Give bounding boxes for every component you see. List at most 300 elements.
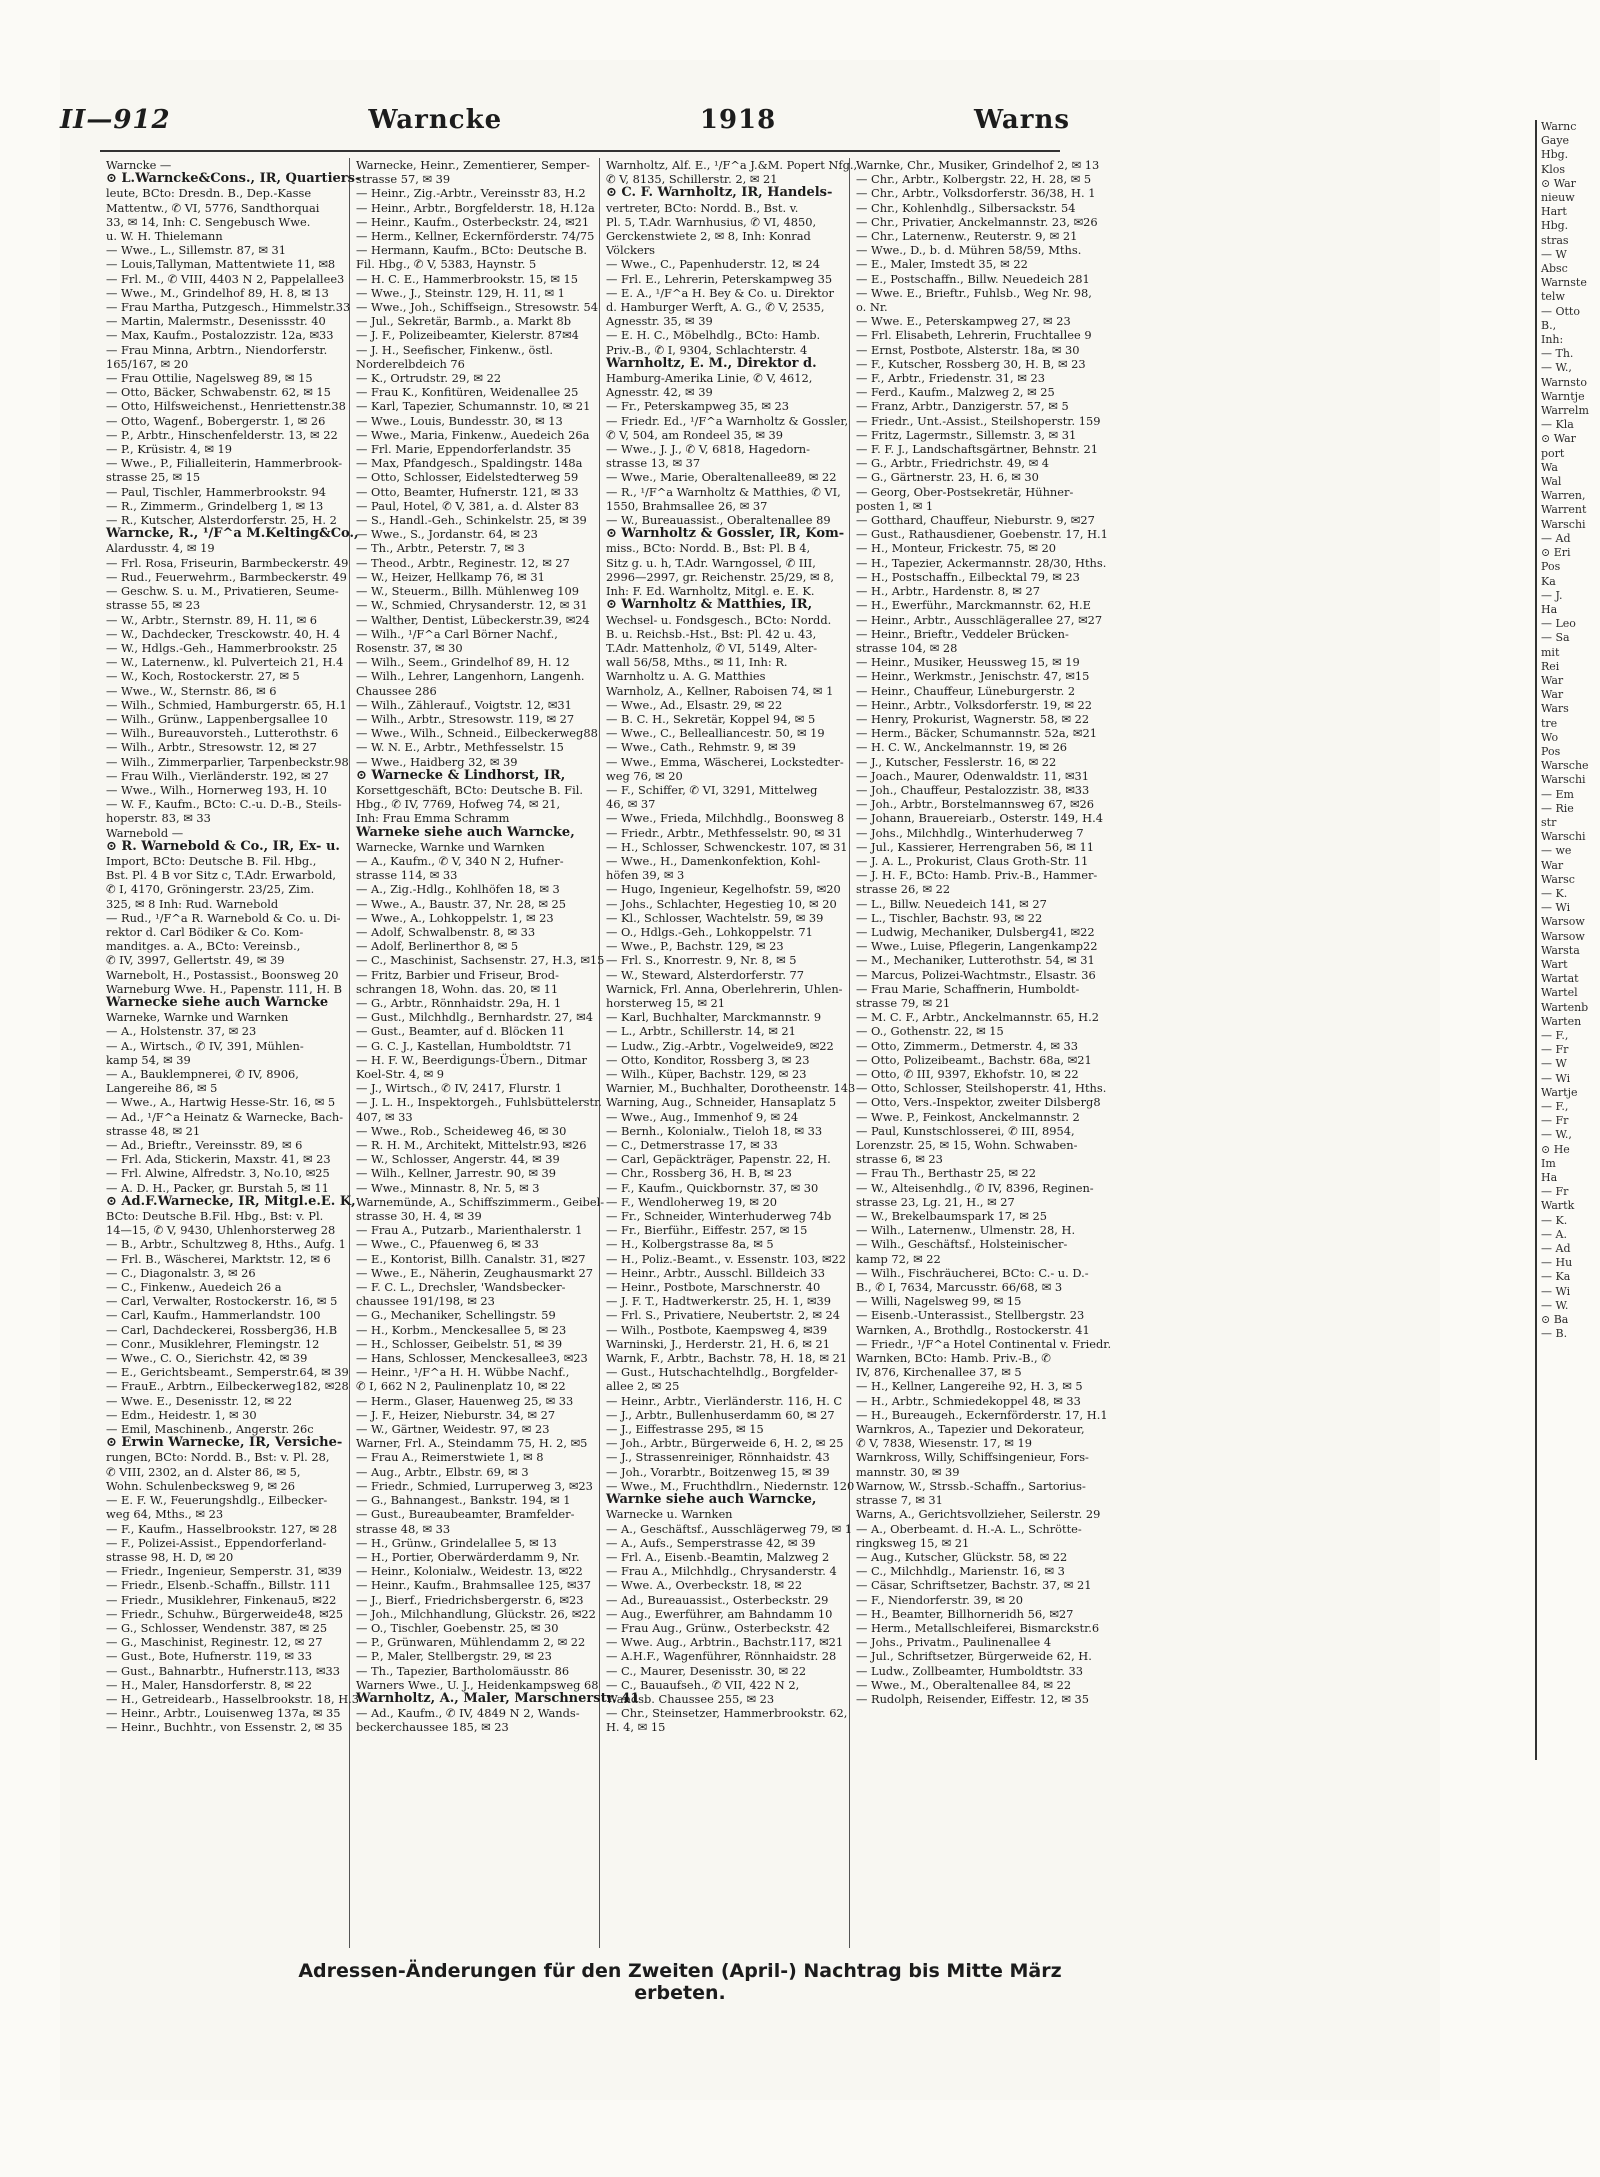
directory-entry: — W. N. E., Arbtr., Methfesselstr. 15	[356, 740, 564, 755]
directory-entry: — Otto, Bäcker, Schwabenstr. 62, ✉ 15	[106, 385, 331, 400]
adjacent-page-fragment: — Sa	[1541, 631, 1570, 645]
directory-entry: — Bernh., Kolonialw., Tieloh 18, ✉ 33	[606, 1123, 823, 1138]
directory-entry: — H., Maler, Hansdorferstr. 8, ✉ 22	[106, 1677, 312, 1692]
adjacent-page-fragment: — F.,	[1541, 1100, 1569, 1114]
directory-entry: — Aug., Arbtr., Elbstr. 69, ✉ 3	[356, 1464, 529, 1479]
directory-entry: — Adolf, Berlinerthor 8, ✉ 5	[356, 939, 519, 954]
adjacent-page-fragment: Warsow	[1541, 929, 1585, 943]
directory-entry: — W., Brekelbaumspark 17, ✉ 25	[856, 1209, 1047, 1224]
directory-entry: — H., Grünw., Grindelallee 5, ✉ 13	[356, 1535, 557, 1550]
directory-entry: — J. L. H., Inspektorgeh., Fuhlsbüttelerstr.	[356, 1095, 602, 1110]
directory-entry: — A. D. H., Packer, gr. Burstah 5, ✉ 11	[106, 1180, 329, 1195]
directory-entry: beckerchaussee 185, ✉ 23	[356, 1720, 509, 1735]
directory-entry: — Ad., Kaufm., ✆ IV, 4849 N 2, Wands-	[356, 1706, 580, 1721]
directory-entry: — Heinr., Zig.-Arbtr., Vereinsstr 83, H.2	[356, 186, 586, 201]
directory-entry: — W., Steward, Alsterdorferstr. 77	[606, 967, 805, 982]
directory-entry: — Chr., Kohlenhdlg., Silbersackstr. 54	[856, 200, 1076, 215]
directory-entry: — Aug., Kutscher, Glückstr. 58, ✉ 22	[856, 1549, 1068, 1564]
directory-entry: miss., BCto: Nordd. B., Bst: Pl. B 4,	[606, 541, 811, 556]
directory-entry: strasse 7, ✉ 31	[856, 1493, 943, 1508]
directory-entry: Wandsb. Chaussee 255, ✉ 23	[606, 1691, 775, 1706]
directory-entry: — Frl. Marie, Eppendorferlandstr. 35	[356, 442, 572, 457]
adjacent-page-fragment: Warsc	[1541, 872, 1575, 886]
directory-entry: B. u. Reichsb.-Hst., Bst: Pl. 42 u. 43,	[606, 626, 817, 641]
directory-entry: — P., Krüsistr. 4, ✉ 19	[106, 442, 233, 457]
directory-entry: — Wwe., Emma, Wäscherei, Lockstedter-	[606, 754, 844, 769]
directory-entry: — H., Poliz.-Beamt., v. Essenstr. 103, ✉22	[606, 1251, 847, 1266]
directory-entry: — E., Postschaffn., Billw. Neuedeich 281	[856, 271, 1090, 286]
directory-entry: strasse 13, ✉ 37	[606, 456, 701, 471]
directory-entry: — L., Arbtr., Schillerstr. 14, ✉ 21	[606, 1024, 796, 1039]
directory-entry: — Frau Minna, Arbtrn., Niendorferstr.	[106, 342, 328, 357]
directory-entry: u. W. H. Thielemann	[106, 229, 223, 244]
directory-entry: — Conr., Musiklehrer, Flemingstr. 12	[106, 1336, 320, 1351]
adjacent-page-fragment: Wa	[1541, 460, 1558, 474]
directory-entry: — Max, Pfandgesch., Spaldingstr. 148a	[356, 456, 583, 471]
adjacent-page-fragment: Hbg.	[1541, 219, 1569, 233]
directory-entry: — Hans, Schlosser, Menckesallee3, ✉23	[356, 1351, 588, 1366]
directory-entry: — Theod., Arbtr., Reginestr. 12, ✉ 27	[356, 555, 570, 570]
directory-entry: — A., Kaufm., ✆ V, 340 N 2, Hufner-	[356, 853, 564, 868]
directory-entry: — Ernst, Postbote, Alsterstr. 18a, ✉ 30	[856, 342, 1080, 357]
directory-entry: — Chr., Arbtr., Volksdorferstr. 36/38, H. 1	[856, 186, 1096, 201]
directory-entry: — E. H. C., Möbelhdlg., BCto: Hamb.	[606, 328, 821, 343]
directory-entry: Warning, Aug., Schneider, Hansaplatz 5	[606, 1095, 837, 1110]
directory-entry: — H. C. W., Anckelmannstr. 19, ✉ 26	[856, 740, 1068, 755]
directory-entry: o. Nr.	[856, 300, 888, 315]
directory-entry: Warnholz, A., Kellner, Raboisen 74, ✉ 1	[606, 683, 834, 698]
directory-entry: strasse 6, ✉ 23	[856, 1152, 943, 1167]
directory-entry: — A., Holstenstr. 37, ✉ 23	[106, 1024, 257, 1039]
directory-entry: — Heinr., Arbtr., Volksdorferstr. 19, ✉ 22	[856, 697, 1092, 712]
adjacent-page-fragment: Rei	[1541, 659, 1560, 673]
adjacent-page-fragment: Ha	[1541, 1171, 1558, 1185]
directory-entry: — Frau Marie, Schaffnerin, Humboldt-	[856, 981, 1080, 996]
directory-entry: — Kl., Schlosser, Wachtelstr. 59, ✉ 39	[606, 910, 824, 925]
directory-entry: ✆ V, 504, am Rondeel 35, ✉ 39	[606, 427, 784, 442]
directory-entry: — Wwe., Wilh., Hornerweg 193, H. 10	[106, 782, 327, 797]
directory-entry: ✆ V, 8135, Schillerstr. 2, ✉ 21	[606, 172, 778, 187]
directory-entry: Warnebolt, H., Postassist., Boonsweg 20	[106, 967, 339, 982]
directory-entry: — Georg, Ober-Postsekretär, Hühner-	[856, 484, 1074, 499]
adjacent-page-fragment: Warsta	[1541, 943, 1580, 957]
adjacent-page-fragment: — K.	[1541, 1213, 1568, 1227]
adjacent-page-fragment: — W.,	[1541, 1128, 1572, 1142]
directory-entry: Import, BCto: Deutsche B. Fil. Hbg.,	[106, 853, 317, 868]
column-3	[600, 158, 858, 1948]
directory-entry: Sitz g. u. h, T.Adr. Warngossel, ✆ III,	[606, 555, 816, 570]
directory-entry: — E., Maler, Imstedt 35, ✉ 22	[856, 257, 1028, 272]
directory-entry: strasse 55, ✉ 23	[106, 598, 201, 613]
directory-entry: — Ludw., Zig.-Arbtr., Vogelweide9, ✉22	[606, 1038, 834, 1053]
directory-entry: — Wwe., C. O., Sierichstr. 42, ✉ 39	[106, 1351, 308, 1366]
adjacent-page-fragment: Warrent	[1541, 503, 1587, 517]
directory-entry: — Wwe. P., Feinkost, Anckelmannstr. 2	[856, 1109, 1080, 1124]
directory-entry: — Wwe., Wilh., Schneid., Eilbeckerweg88	[356, 726, 598, 741]
adjacent-page-fragment: stras	[1541, 233, 1569, 247]
directory-entry: — Friedr., Schmied, Lurruperweg 3, ✉23	[356, 1478, 593, 1493]
directory-entry: — F., Polizei-Assist., Eppendorferland-	[106, 1535, 327, 1550]
directory-entry: strasse 98, H. D, ✉ 20	[106, 1549, 234, 1564]
directory-entry: ⊙ L.Warncke&Cons., IR, Quartiers-	[106, 171, 361, 187]
directory-entry: — Herm., Metallschleiferei, Bismarckstr.6	[856, 1620, 1100, 1635]
directory-entry: — G., Arbtr., Friedrichstr. 49, ✉ 4	[856, 456, 1049, 471]
directory-entry: — R., Kutscher, Alsterdorferstr. 25, H. 2	[106, 513, 337, 528]
footer-notice: Adressen-Änderungen für den Zweiten (April-) Nachtrag bis Mitte März erbeten.	[298, 1960, 1062, 2004]
directory-entry: — Johs., Milchhdlg., Winterhuderweg 7	[856, 825, 1084, 840]
directory-entry: — Frau Wilh., Vierländerstr. 192, ✉ 27	[106, 768, 329, 783]
directory-entry: Warns, A., Gerichtsvollzieher, Seilerstr. 29	[856, 1507, 1101, 1522]
directory-entry: ✆ I, 662 N 2, Paulinenplatz 10, ✉ 22	[356, 1379, 566, 1394]
directory-entry: — Adolf, Schwalbenstr. 8, ✉ 33	[356, 924, 536, 939]
directory-entry: — G., Schlosser, Wendenstr. 387, ✉ 25	[106, 1620, 328, 1635]
directory-entry: Priv.-B., ✆ I, 9304, Schlachterstr. 4	[606, 342, 808, 357]
directory-entry: Warnow, W., Strssb.-Schaffn., Sartorius-	[856, 1478, 1086, 1493]
directory-entry: — Ludwig, Mechaniker, Dulsberg41, ✉22	[856, 924, 1095, 939]
directory-entry: IV, 876, Kirchenallee 37, ✉ 5	[856, 1365, 1022, 1380]
directory-entry: Warnecke u. Warnken	[606, 1507, 733, 1522]
directory-entry: — Frau K., Konfitüren, Weidenallee 25	[356, 385, 579, 400]
directory-entry: strasse 57, ✉ 39	[356, 172, 451, 187]
directory-entry: — Chr., Steinsetzer, Hammerbrookstr. 62,	[606, 1706, 848, 1721]
directory-entry: — Frl. Rosa, Friseurin, Barmbeckerstr. 49	[106, 555, 349, 570]
directory-entry: — P., Maler, Stellbergstr. 29, ✉ 23	[356, 1649, 552, 1664]
directory-entry: — Herm., Bäcker, Schumannstr. 52a, ✉21	[856, 726, 1097, 741]
directory-entry: — Wwe., Maria, Finkenw., Auedeich 26a	[356, 427, 590, 442]
column-4	[850, 158, 1112, 1948]
directory-entry: — Carl, Dachdeckerei, Rossberg36, H.B	[106, 1322, 338, 1337]
directory-entry: — Wilh., Laternenw., Ulmenstr. 28, H.	[856, 1223, 1076, 1238]
directory-entry: — Heinr., Werkmstr., Jenischstr. 47, ✉15	[856, 669, 1090, 684]
directory-entry: Korsettgeschäft, BCto: Deutsche B. Fil.	[356, 782, 583, 797]
directory-entry: — Frau A., Reimerstwiete 1, ✉ 8	[356, 1450, 544, 1465]
directory-entry: — Aug., Ewerführer, am Bahndamm 10	[606, 1606, 833, 1621]
directory-entry: — H., Schlosser, Geibelstr. 51, ✉ 39	[356, 1336, 563, 1351]
adjacent-page-fragment: telw	[1541, 290, 1565, 304]
directory-entry: — E. F. W., Feuerungshdlg., Eilbecker-	[106, 1493, 328, 1508]
directory-entry: Gerckenstwiete 2, ✉ 8, Inh: Konrad	[606, 229, 811, 244]
directory-entry: — Frl. A., Eisenb.-Beamtin, Malzweg 2	[606, 1549, 830, 1564]
directory-entry: — Otto, Zimmerm., Detmerstr. 4, ✉ 33	[856, 1038, 1079, 1053]
directory-entry: — Friedr., Musiklehrer, Finkenau5, ✉22	[106, 1592, 337, 1607]
directory-entry: — Hugo, Ingenieur, Kegelhofstr. 59, ✉20	[606, 882, 841, 897]
adjacent-page-fragment: — Em	[1541, 787, 1574, 801]
directory-entry: — A.H.F., Wagenführer, Rönnhaidstr. 28	[606, 1649, 837, 1664]
directory-entry: — G., Bahnangest., Bankstr. 194, ✉ 1	[356, 1493, 571, 1508]
directory-entry: horsterweg 15, ✉ 21	[606, 995, 726, 1010]
directory-entry: — C., Bauaufseh., ✆ VII, 422 N 2,	[606, 1677, 800, 1692]
directory-entry: — Heinr., Chauffeur, Lüneburgerstr. 2	[856, 683, 1076, 698]
directory-entry: — Wilh., Grünw., Lappenbergsallee 10	[106, 711, 328, 726]
directory-entry: — Heinr., ¹/F^a H. H. Wübbe Nachf.,	[356, 1365, 570, 1380]
directory-entry: — Joh., Chauffeur, Pestalozzistr. 38, ✉33	[856, 782, 1090, 797]
directory-entry: 325, ✉ 8 Inh: Rud. Warnebold	[106, 896, 279, 911]
adjacent-page-fragment: — W	[1541, 1057, 1567, 1071]
directory-entry: — Otto, ✆ III, 9397, Ekhofstr. 10, ✉ 22	[856, 1067, 1079, 1081]
directory-entry: Chaussee 286	[356, 683, 437, 698]
adjacent-page-fragment: — A.	[1541, 1227, 1567, 1241]
directory-entry: — Gust., Bureaubeamter, Bramfelder-	[356, 1507, 575, 1522]
directory-entry: — W., Bureauassist., Oberaltenallee 89	[606, 513, 831, 528]
adjacent-page-fragment: Wars	[1541, 702, 1569, 716]
directory-entry: — J. F. T., Hadtwerkerstr. 25, H. 1, ✉39	[606, 1294, 831, 1309]
directory-entry: — Carl, Verwalter, Rostockerstr. 16, ✉ 5	[106, 1294, 338, 1309]
directory-entry: — Wilh., Postbote, Kaempsweg 4, ✉39	[606, 1322, 828, 1337]
directory-entry: — Friedr., Ingenieur, Semperstr. 31, ✉39	[106, 1564, 342, 1579]
directory-entry: — Louis,Tallyman, Mattentwiete 11, ✉8	[106, 257, 336, 272]
directory-entry: — Fr., Schneider, Winterhuderweg 74b	[606, 1209, 832, 1224]
adjacent-page-fragment: Warrelm	[1541, 404, 1589, 418]
directory-entry: ⊙ Warnholtz & Gossler, IR, Kom-	[606, 526, 845, 542]
directory-entry: 165/167, ✉ 20	[106, 356, 189, 371]
directory-entry: — Th., Tapezier, Bartholomäusstr. 86	[356, 1663, 570, 1678]
directory-entry: — O., Gothenstr. 22, ✉ 15	[856, 1024, 1004, 1039]
adjacent-page-fragment: Warntje	[1541, 389, 1585, 403]
directory-entry: — J. A. L., Prokurist, Claus Groth-Str. 11	[856, 853, 1089, 868]
directory-entry: — G., Arbtr., Rönnhaidstr. 29a, H. 1	[356, 995, 562, 1010]
adjacent-page-fragment: War	[1541, 673, 1564, 687]
directory-entry: — G., Mechaniker, Schellingstr. 59	[356, 1308, 556, 1323]
adjacent-page-fragment: — Ad	[1541, 1242, 1571, 1256]
directory-entry: Warninski, J., Herderstr. 21, H. 6, ✉ 21	[606, 1336, 830, 1351]
directory-entry: — J., Bierf., Friedrichsbergerstr. 6, ✉23	[356, 1592, 584, 1607]
directory-entry: — Walther, Dentist, Lübeckerstr.39, ✉24	[356, 612, 590, 627]
adjacent-page-fragment: War	[1541, 858, 1564, 872]
directory-entry: — Heinr., Buchhtr., von Essenstr. 2, ✉ 35	[106, 1720, 343, 1735]
directory-entry: — Wilh., Zählerauf., Voigtstr. 12, ✉31	[356, 697, 572, 712]
directory-entry: Warnholtz, E. M., Direktor d.	[606, 355, 817, 371]
directory-entry: — Frau Th., Berthastr 25, ✉ 22	[856, 1166, 1037, 1181]
directory-entry: — L., Tischler, Bachstr. 93, ✉ 22	[856, 910, 1043, 925]
directory-entry: weg 64, Mths., ✉ 23	[106, 1507, 224, 1522]
directory-entry: manditges. a. A., BCto: Vereinsb.,	[106, 939, 301, 954]
directory-entry: ✆ V, 7838, Wiesenstr. 17, ✉ 19	[856, 1436, 1032, 1451]
adjacent-page-fragment: Warschi	[1541, 830, 1586, 844]
directory-entry: — C., Detmerstrasse 17, ✉ 33	[606, 1138, 778, 1153]
directory-entry: — Johann, Brauereiarb., Osterstr. 149, H.4	[856, 811, 1103, 826]
adjacent-page-fragment: Inh:	[1541, 333, 1564, 347]
directory-entry: — Frau A., Milchhdlg., Chrysanderstr. 4	[606, 1564, 837, 1579]
directory-entry: — Eisenb.-Unterassist., Stellbergstr. 23	[856, 1308, 1085, 1323]
directory-entry: ✆ IV, 3997, Gellertstr. 49, ✉ 39	[106, 953, 285, 968]
directory-entry: strasse 25, ✉ 15	[106, 470, 201, 485]
directory-entry: — W., Dachdecker, Tresckowstr. 40, H. 4	[106, 626, 341, 641]
adjacent-page-fragment: — W.	[1541, 1298, 1569, 1312]
directory-entry: — J. F., Polizeibeamter, Kielerstr. 87✉4	[356, 328, 579, 343]
directory-entry: strasse 104, ✉ 28	[856, 640, 958, 655]
directory-entry: — Joh., Arbtr., Bürgerweide 6, H. 2, ✉ 25	[606, 1436, 844, 1451]
directory-entry: Warneburg Wwe. H., Papenstr. 111, H. B	[106, 981, 342, 996]
directory-entry: höfen 39, ✉ 3	[606, 868, 685, 883]
directory-entry: — Henry, Prokurist, Wagnerstr. 58, ✉ 22	[856, 711, 1090, 726]
directory-entry: — Wilh., Zimmerparlier, Tarpenbeckstr.98	[106, 754, 349, 769]
directory-entry: — Wilh., Seem., Grindelhof 89, H. 12	[356, 655, 570, 670]
directory-entry: — W., Alteisenhdlg., ✆ IV, 8396, Reginen-	[856, 1180, 1094, 1195]
directory-entry: — Hermann, Kaufm., BCto: Deutsche B.	[356, 243, 588, 258]
directory-entry: — Chr., Arbtr., Kolbergstr. 22, H. 28, ✉ 5	[856, 172, 1092, 187]
directory-entry: — Wwe., Marie, Oberaltenallee89, ✉ 22	[606, 470, 837, 485]
directory-entry: — Frau Martha, Putzgesch., Himmelstr.33	[106, 300, 351, 315]
directory-entry: Warnholtz u. A. G. Matthies	[606, 669, 766, 684]
directory-entry: — Marcus, Polizei-Wachtmstr., Elsastr. 36	[856, 967, 1096, 982]
directory-entry: Warnke siehe auch Warncke,	[606, 1492, 817, 1508]
adjacent-page-fragment: mit	[1541, 645, 1560, 659]
directory-entry: — Wilh., Geschäftsf., Holsteinischer-	[856, 1237, 1068, 1252]
directory-entry: — Frau Ottilie, Nagelsweg 89, ✉ 15	[106, 371, 313, 386]
directory-entry: — Frau A., Putzarb., Marienthalerstr. 1	[356, 1223, 583, 1238]
directory-entry: — Heinr., Kaufm., Osterbeckstr. 24, ✉21	[356, 214, 590, 229]
adjacent-page-fragment: Im	[1541, 1156, 1556, 1170]
adjacent-page-fragment: str	[1541, 815, 1557, 829]
directory-entry: — Gust., Hutschachtelhdlg., Borgfelder-	[606, 1365, 838, 1380]
directory-entry: — J. H., Seefischer, Finkenw., östl.	[356, 342, 554, 357]
directory-entry: Warnick, Frl. Anna, Oberlehrerin, Uhlen-	[606, 981, 843, 996]
directory-entry: — H., Arbtr., Schmiedekoppel 48, ✉ 33	[856, 1393, 1081, 1408]
directory-entry: — Karl, Buchhalter, Marckmannstr. 9	[606, 1010, 822, 1025]
directory-entry: — B., Arbtr., Schultzweg 8, Hths., Aufg. 1	[106, 1237, 346, 1252]
directory-entry: — Fr., Peterskampweg 35, ✉ 23	[606, 399, 790, 414]
directory-entry: — Fritz, Barbier und Friseur, Brod-	[356, 967, 559, 982]
directory-entry: ⊙ C. F. Warnholtz, IR, Handels-	[606, 185, 833, 201]
directory-entry: Rosenstr. 37, ✉ 30	[356, 640, 463, 655]
directory-entry: — H. C. E., Hammerbrookstr. 15, ✉ 15	[356, 271, 579, 286]
directory-entry: — P., Arbtr., Hinschenfelderstr. 13, ✉ 22	[106, 427, 338, 442]
directory-entry: — W., Laternenw., kl. Pulverteich 21, H.4	[106, 655, 344, 670]
directory-entry: leute, BCto: Dresdn. B., Dep.-Kasse	[106, 186, 312, 201]
adjacent-page-fragment: ⊙ Ba	[1541, 1313, 1569, 1327]
directory-entry: — J., Wirtsch., ✆ IV, 2417, Flurstr. 1	[356, 1081, 562, 1096]
directory-entry: Warnk, F., Arbtr., Bachstr. 78, H. 18, ✉ 21	[606, 1351, 848, 1366]
adjacent-page-fragment: — Fr	[1541, 1114, 1569, 1128]
directory-entry: wall 56/58, Mths., ✉ 11, Inh: R.	[606, 655, 788, 670]
directory-entry: — F., Arbtr., Friedenstr. 31, ✉ 23	[856, 371, 1045, 386]
directory-entry: — H., Kolbergstrasse 8a, ✉ 5	[606, 1237, 774, 1252]
adjacent-page-fragment: Pos	[1541, 744, 1561, 758]
header-right-title: Warns	[973, 105, 1070, 135]
directory-entry: — W., Schmied, Chrysanderstr. 12, ✉ 31	[356, 598, 588, 613]
directory-entry: Warner, Frl. A., Steindamm 75, H. 2, ✉5	[356, 1436, 588, 1451]
directory-entry: — Wwe., Louis, Bundesstr. 30, ✉ 13	[356, 413, 563, 428]
directory-entry: — J., Strassenreiniger, Rönnhaidstr. 43	[606, 1450, 830, 1465]
directory-entry: — Wilh., Lehrer, Langenhorn, Langenh.	[356, 669, 585, 684]
adjacent-page-fragment: Wartat	[1541, 972, 1579, 986]
directory-entry: ✆ I, 4170, Gröningerstr. 23/25, Zim.	[106, 882, 315, 897]
directory-entry: — R., Zimmerm., Grindelberg 1, ✉ 13	[106, 498, 324, 513]
directory-entry: Warnholtz, A., Maler, Marschnerstr. 41	[356, 1690, 640, 1706]
directory-entry: — G. C. J., Kastellan, Humboldtstr. 71	[356, 1038, 573, 1053]
directory-entry: — Paul, Kunstschlosserei, ✆ III, 8954,	[856, 1123, 1075, 1138]
directory-entry: — Ad., ¹/F^a Heinatz & Warnecke, Bach-	[106, 1109, 344, 1124]
directory-entry: Wohn. Schulenbecksweg 9, ✉ 26	[106, 1478, 295, 1493]
adjacent-page-fragment: War	[1541, 688, 1564, 702]
directory-entry: Warnebold —	[106, 825, 184, 840]
directory-entry: — Heinr., Musiker, Heussweg 15, ✉ 19	[856, 655, 1080, 670]
directory-entry: Warnecke, Heinr., Zementierer, Semper-	[356, 158, 590, 172]
adjacent-page-fragment: — J.	[1541, 588, 1563, 602]
adjacent-page-fragment: — Fr	[1541, 1185, 1569, 1199]
directory-entry: — Frl. E., Lehrerin, Peterskampweg 35	[606, 271, 833, 286]
directory-entry: — Otto, Vers.-Inspektor, zweiter Dilsberg8	[856, 1095, 1101, 1110]
directory-entry: — F., Wendloherweg 19, ✉ 20	[606, 1194, 777, 1209]
directory-entry: — Wwe., S., Jordanstr. 64, ✉ 23	[356, 527, 538, 542]
directory-entry: — Wilh., Fischräucherei, BCto: C.- u. D.-	[856, 1265, 1089, 1280]
directory-entry: — Heinr., Brieftr., Veddeler Brücken-	[856, 626, 1069, 641]
directory-entry: — Gust., Milchhdlg., Bernhardstr. 27, ✉4	[356, 1010, 593, 1025]
directory-entry: strasse 30, H. 4, ✉ 39	[356, 1209, 482, 1224]
directory-entry: — Frl. M., ✆ VIII, 4403 N 2, Pappelallee3	[106, 271, 345, 286]
directory-entry: — Jul., Sekretär, Barmb., a. Markt 8b	[356, 314, 571, 329]
directory-entry: — Friedr. Ed., ¹/F^a Warnholtz & Gossler,	[606, 413, 849, 428]
directory-entry: — Gust., Beamter, auf d. Blöcken 11	[356, 1024, 566, 1039]
directory-entry: — A., Aufs., Semperstrasse 42, ✉ 39	[606, 1535, 816, 1550]
directory-entry: — H., Bureaugeh., Eckernförderstr. 17, H.1	[856, 1407, 1108, 1422]
directory-entry: — A., Bauklempnerei, ✆ IV, 8906,	[106, 1067, 299, 1081]
directory-entry: — J., Arbtr., Bullenhuserdamm 60, ✉ 27	[606, 1407, 835, 1422]
directory-entry: — C., Diagonalstr. 3, ✉ 26	[106, 1265, 256, 1280]
directory-entry: — Wwe., J., Steinstr. 129, H. 11, ✉ 1	[356, 285, 565, 300]
adjacent-page-fragment: Gaye	[1541, 134, 1570, 148]
directory-entry: — Wwe., M., Oberaltenallee 84, ✉ 22	[856, 1677, 1072, 1692]
directory-entry: — Gust., Bahnarbtr., Hufnerstr.113, ✉33	[106, 1663, 340, 1678]
directory-entry: — P., Grünwaren, Mühlendamm 2, ✉ 22	[356, 1635, 586, 1650]
adjacent-page-fragment: — Leo	[1541, 617, 1576, 631]
directory-entry: — O., Hdlgs.-Geh., Lohkoppelstr. 71	[606, 924, 813, 939]
directory-entry: — Wwe., C., Pfauenweg 6, ✉ 33	[356, 1237, 539, 1252]
directory-entry: — M., Mechaniker, Lutterothstr. 54, ✉ 31	[856, 953, 1095, 968]
directory-entry: Warnke, Chr., Musiker, Grindelhof 2, ✉ 13	[856, 158, 1100, 172]
directory-entry: — Friedr., Unt.-Assist., Steilshoperstr. 159	[856, 413, 1101, 428]
directory-entry: — Wwe., E., Näherin, Zeughausmarkt 27	[356, 1265, 593, 1280]
adjacent-page-fragment: — we	[1541, 844, 1572, 858]
directory-entry: — E., Gerichtsbeamt., Semperstr.64, ✉ 39	[106, 1365, 349, 1380]
directory-entry: — Frau Aug., Grünw., Osterbeckstr. 42	[606, 1620, 830, 1635]
directory-entry: — Rud., ¹/F^a R. Warnebold & Co. u. Di-	[106, 910, 341, 925]
directory-entry: — Frl. S., Knorrestr. 9, Nr. 8, ✉ 5	[606, 953, 797, 968]
directory-entry: — Wwe. E., Peterskampweg 27, ✉ 23	[856, 314, 1071, 329]
directory-entry: ✆ VIII, 2302, an d. Alster 86, ✉ 5,	[106, 1464, 301, 1479]
directory-entry: — Wilh., Arbtr., Stresowstr. 119, ✉ 27	[356, 711, 575, 726]
directory-entry: — Otto, Wagenf., Bobergerstr. 1, ✉ 26	[106, 413, 326, 428]
directory-entry: mannstr. 30, ✉ 39	[856, 1464, 960, 1479]
directory-entry: — G., Maschinist, Reginestr. 12, ✉ 27	[106, 1635, 323, 1650]
directory-columns	[100, 158, 1112, 1948]
directory-entry: Inh: Frau Emma Schramm	[356, 811, 510, 826]
directory-entry: — Wwe., Rob., Scheideweg 46, ✉ 30	[356, 1123, 567, 1138]
directory-entry: — Otto, Polizeibeamt., Bachstr. 68a, ✉21	[856, 1052, 1092, 1067]
adjacent-page-fragment: Ha	[1541, 602, 1558, 616]
directory-entry: strasse 23, Lg. 21, H., ✉ 27	[856, 1194, 1015, 1209]
adjacent-page-fragment: Hart	[1541, 205, 1567, 219]
directory-entry: ⊙ R. Warnebold & Co., IR, Ex- u.	[106, 838, 340, 854]
adjacent-page-fragment: — Rie	[1541, 801, 1574, 815]
directory-entry: — E. A., ¹/F^a H. Bey & Co. u. Direktor	[606, 285, 834, 300]
directory-entry: — Wwe., Minnastr. 8, Nr. 5, ✉ 3	[356, 1180, 540, 1195]
adjacent-page-fragment: — Ad	[1541, 531, 1571, 545]
directory-entry: — W. F., Kaufm., BCto: C.-u. D.-B., Steils-	[106, 797, 342, 812]
directory-entry: — Wilh., Bureauvorsteh., Lutterothstr. 6	[106, 726, 339, 741]
adjacent-page-fragment: Warnsto	[1541, 375, 1587, 389]
adjacent-page-fragment: Pos	[1541, 560, 1561, 574]
adjacent-page-fragment: — Wi	[1541, 901, 1571, 915]
directory-entry: — Otto, Beamter, Hufnerstr. 121, ✉ 33	[356, 484, 579, 499]
directory-entry: — Wwe. E., Brieftr., Fuhlsb., Weg Nr. 98,	[856, 285, 1092, 300]
directory-entry: Lorenzstr. 25, ✉ 15, Wohn. Schwaben-	[856, 1138, 1078, 1153]
directory-entry: — A., Oberbeamt. d. H.-A. L., Schrötte-	[856, 1521, 1082, 1536]
directory-entry: — Herm., Glaser, Hauenweg 25, ✉ 33	[356, 1393, 574, 1408]
adjacent-page-fragment: Warsow	[1541, 915, 1585, 929]
directory-entry: strasse 79, ✉ 21	[856, 995, 951, 1010]
directory-entry: — H., Postschaffn., Eilbecktal 79, ✉ 23	[856, 569, 1080, 584]
